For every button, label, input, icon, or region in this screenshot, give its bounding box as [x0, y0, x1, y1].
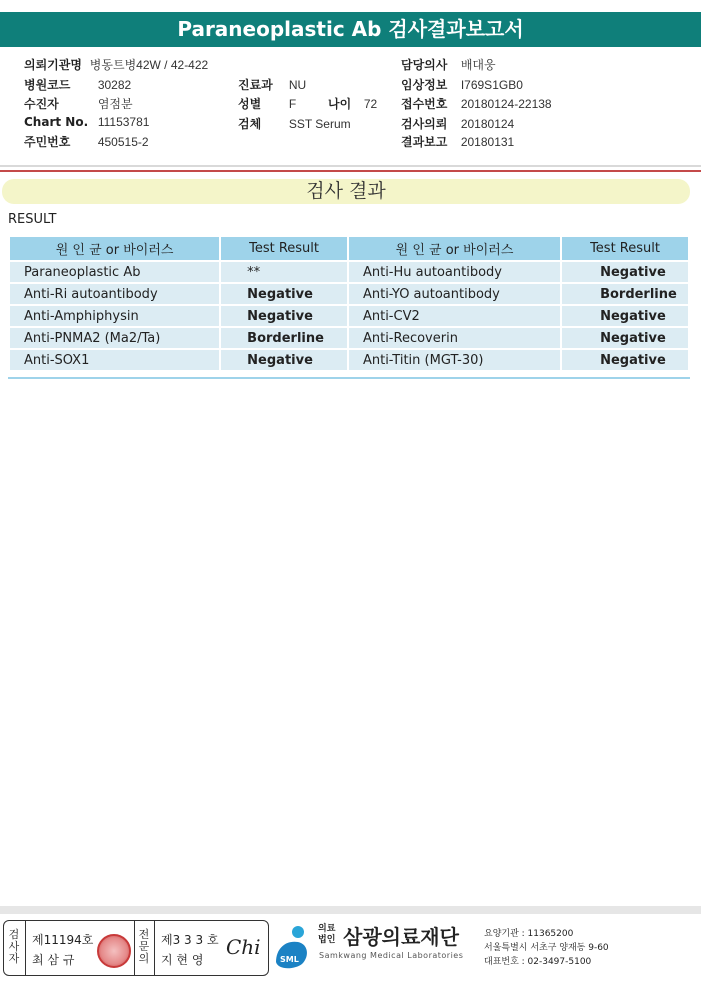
tester-license-no: 제11194호 [32, 933, 94, 947]
specimen-row [238, 115, 351, 132]
sml-logo-icon [272, 922, 312, 970]
logo-text: SML [280, 955, 299, 964]
header-result-1: Test Result [220, 236, 348, 261]
request-row [401, 115, 514, 132]
patient-name-value: 염점분 [97, 97, 133, 111]
hospital-label: 의뢰기관명 [24, 58, 82, 72]
id-row [24, 133, 149, 150]
org-prefix-line1: 의료 [318, 924, 336, 934]
result-label: RESULT [8, 212, 57, 227]
test-name: Anti-Ri autoantibody [9, 283, 220, 305]
test-result: Borderline [220, 327, 348, 349]
header-result-2: Test Result [561, 236, 689, 261]
report-title: Paraneoplastic Ab 검사결과보고서 [0, 12, 701, 47]
table-row [9, 305, 689, 327]
test-result: Negative [220, 305, 348, 327]
header-organism-1: 원 인 균 or 바이러스 [9, 236, 220, 261]
specialist-vertical-label: 전 문 의 [138, 928, 150, 965]
specialist-name: 지 현 영 [161, 953, 204, 967]
test-name: Anti-PNMA2 (Ma2/Ta) [9, 327, 220, 349]
table-row [9, 261, 689, 283]
report-date-label: 결과보고 [401, 135, 448, 149]
report-date-value: 20180131 [460, 135, 515, 149]
test-name: Anti-Titin (MGT-30) [348, 349, 561, 371]
result-table [8, 235, 690, 372]
clinical-label: 임상정보 [401, 78, 448, 92]
tester-name: 최 삼 규 [32, 953, 75, 967]
id-value: 450515-2 [97, 135, 149, 149]
box-divider [154, 921, 155, 975]
table-row [9, 327, 689, 349]
hospital-code-row [24, 76, 131, 93]
test-result: ** [220, 261, 348, 283]
sex-label: 성별 [238, 97, 262, 111]
chart-value: 11153781 [97, 115, 150, 129]
test-name: Anti-SOX1 [9, 349, 220, 371]
box-divider [134, 921, 135, 975]
hospital-code-value: 30282 [97, 78, 132, 92]
table-row [9, 283, 689, 305]
test-name: Anti-Hu autoantibody [348, 261, 561, 283]
org-address: 서울특별시 서초구 양재동 9-60 [484, 943, 609, 953]
request-value: 20180124 [460, 117, 515, 131]
receipt-row [401, 95, 552, 112]
section-title: 검사 결과 [2, 179, 690, 204]
seal-icon [97, 934, 131, 968]
org-phone: 대표번호 : 02-3497-5100 [484, 957, 592, 967]
footer-divider [0, 906, 701, 914]
table-row [9, 349, 689, 371]
test-result: Negative [561, 349, 689, 371]
org-name-english: Samkwang Medical Laboratories [319, 951, 464, 960]
doctor-label: 담당의사 [401, 58, 448, 72]
department-row [238, 76, 306, 93]
id-label: 주민번호 [24, 135, 71, 149]
signature: Chi [226, 935, 261, 959]
patient-name-label: 수진자 [24, 97, 59, 111]
test-result: Negative [561, 261, 689, 283]
doctor-value: 배대웅 [460, 58, 496, 72]
tester-vertical-label: 검 사 자 [8, 928, 20, 965]
test-name: Anti-YO autoantibody [348, 283, 561, 305]
accent-divider [0, 170, 701, 172]
age-label: 나이 [328, 97, 352, 111]
hospital-code-label: 병원코드 [24, 78, 71, 92]
age-value: 72 [363, 97, 378, 111]
org-name: 삼광의료재단 [343, 925, 459, 949]
test-result: Negative [220, 283, 348, 305]
clinical-row [401, 76, 523, 93]
doctor-row [401, 56, 496, 73]
receipt-value: 20180124-22138 [460, 97, 552, 111]
chart-row [24, 115, 149, 129]
test-name: Anti-Amphiphysin [9, 305, 220, 327]
request-label: 검사의뢰 [401, 117, 448, 131]
specialist-license-no: 제3 3 3 호 [161, 933, 219, 947]
test-name: Anti-Recoverin [348, 327, 561, 349]
clinical-value: I769S1GB0 [460, 78, 523, 92]
box-divider [25, 921, 26, 975]
org-prefix [318, 924, 335, 946]
header-organism-2: 원 인 균 or 바이러스 [348, 236, 561, 261]
org-prefix-line2: 법인 [318, 935, 336, 945]
patient-name-row [24, 95, 133, 112]
table-bottom-rule [8, 377, 690, 379]
hospital-value: 병동트병42W / 42-422 [89, 58, 209, 72]
report-date-row [401, 133, 514, 150]
sex-row [238, 95, 296, 112]
age-row [328, 95, 377, 112]
test-result: Negative [561, 305, 689, 327]
table-header-row [9, 236, 689, 261]
test-result: Negative [561, 327, 689, 349]
test-result: Borderline [561, 283, 689, 305]
test-result: Negative [220, 349, 348, 371]
chart-label: Chart No. [24, 115, 89, 129]
hospital-row [24, 56, 208, 73]
receipt-label: 접수번호 [401, 97, 448, 111]
test-name: Anti-CV2 [348, 305, 561, 327]
sex-value: F [288, 97, 297, 111]
test-name: Paraneoplastic Ab [9, 261, 220, 283]
org-code: 요양기관 : 11365200 [484, 929, 574, 939]
department-value: NU [288, 78, 307, 92]
specimen-label: 검체 [238, 117, 262, 131]
department-label: 진료과 [238, 78, 273, 92]
signature-box [3, 920, 269, 976]
divider [0, 165, 701, 167]
specimen-value: SST Serum [288, 117, 351, 131]
